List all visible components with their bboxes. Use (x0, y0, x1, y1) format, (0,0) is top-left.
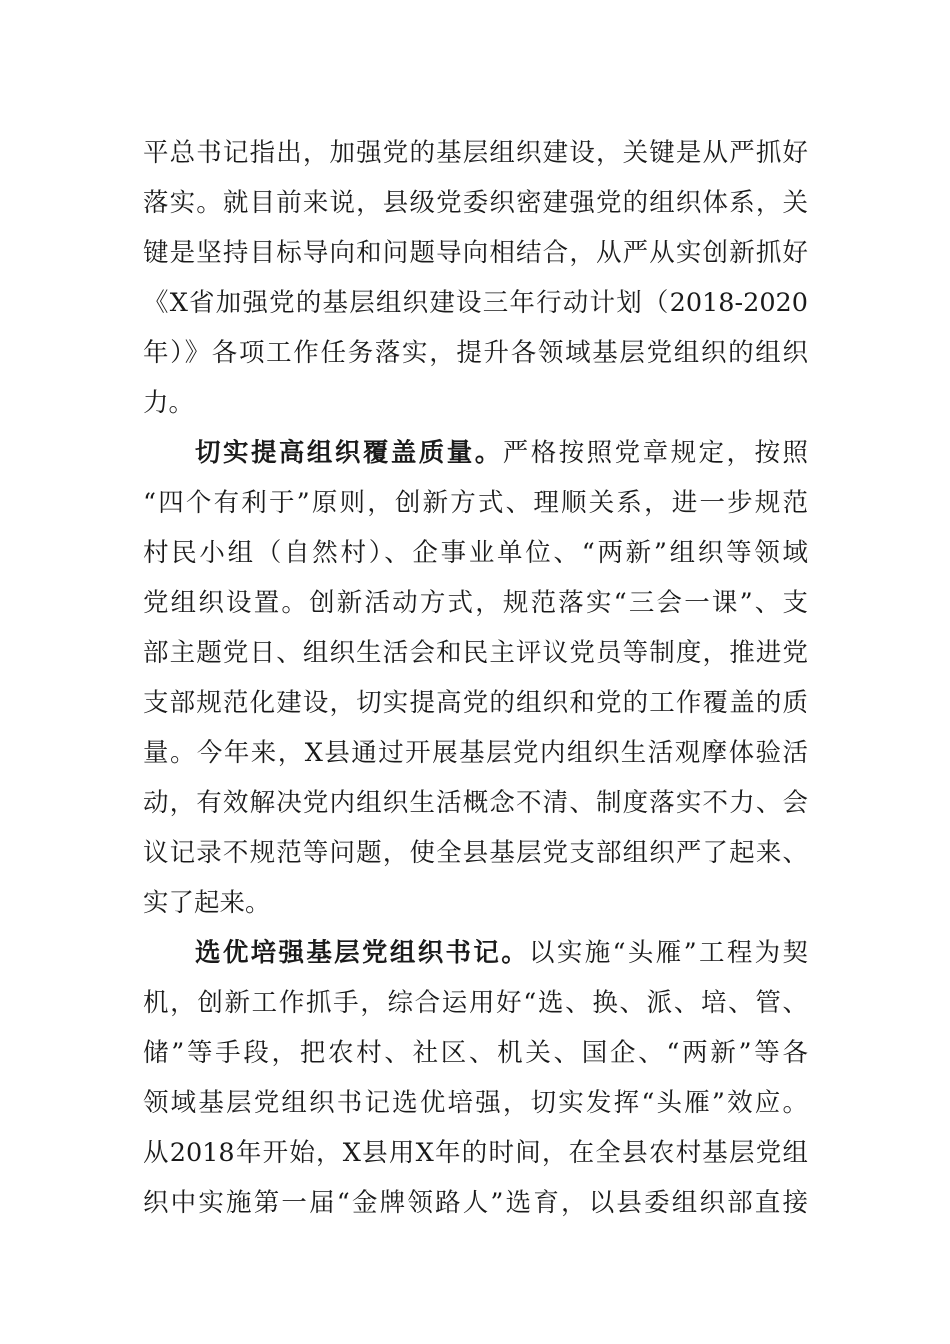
text-line: 实了起来。 (143, 888, 271, 918)
text-line: 从2018年开始，X县用X年的时间，在全县农村基层党组 (143, 1138, 808, 1168)
text-line: 议记录不规范等问题，使全县基层党支部组织严了起来、 (143, 838, 808, 868)
document-page (143, 128, 808, 1228)
text-line: 党组织设置。创新活动方式，规范落实“三会一课”、支 (143, 588, 808, 618)
paragraph-3 (143, 928, 808, 1228)
text-segment: 以实施“头雁”工程为契 (529, 938, 808, 968)
text-line: 键是坚持目标导向和问题导向相结合，从严从实创新抓好 (143, 238, 808, 268)
paragraph-1 (143, 128, 808, 428)
text-line: 量。今年来，X县通过开展基层党内组织生活观摩体验活 (143, 738, 808, 768)
text-line: 动，有效解决党内组织生活概念不清、制度落实不力、会 (143, 788, 808, 818)
text-line: 村民小组（自然村）、企事业单位、“两新”组织等领域 (143, 538, 808, 568)
paragraph-first-line (143, 428, 808, 478)
text-line: 平总书记指出，加强党的基层组织建设，关键是从严抓好 (143, 138, 808, 168)
paragraph-first-line (143, 928, 808, 978)
text-line: “四个有利于”原则，创新方式、理顺关系，进一步规范 (143, 488, 808, 518)
text-line: 织中实施第一届“金牌领路人”选育，以县委组织部直接 (143, 1188, 808, 1218)
paragraph-2 (143, 428, 808, 928)
text-line: 机，创新工作抓手，综合运用好“选、换、派、培、管、 (143, 988, 808, 1018)
text-line: 年）》各项工作任务落实，提升各领域基层党组织的组织 (143, 338, 808, 368)
text-line: 支部规范化建设，切实提高党的组织和党的工作覆盖的质 (143, 688, 808, 718)
text-line: 落实。就目前来说，县级党委织密建强党的组织体系，关 (143, 188, 808, 218)
text-line: 《X省加强党的基层组织建设三年行动计划（2018-2020 (143, 288, 808, 318)
text-line: 部主题党日、组织生活会和民主评议党员等制度，推进党 (143, 638, 808, 668)
text-line: 储”等手段，把农村、社区、机关、国企、“两新”等各 (143, 1038, 808, 1068)
text-line: 力。 (143, 388, 195, 418)
paragraph-heading: 切实提高组织覆盖质量。 (195, 438, 503, 468)
paragraph-heading: 选优培强基层党组织书记。 (195, 938, 530, 968)
text-line: 领域基层党组织书记选优培强，切实发挥“头雁”效应。 (143, 1088, 808, 1118)
text-segment: 严格按照党章规定，按照 (502, 438, 808, 468)
